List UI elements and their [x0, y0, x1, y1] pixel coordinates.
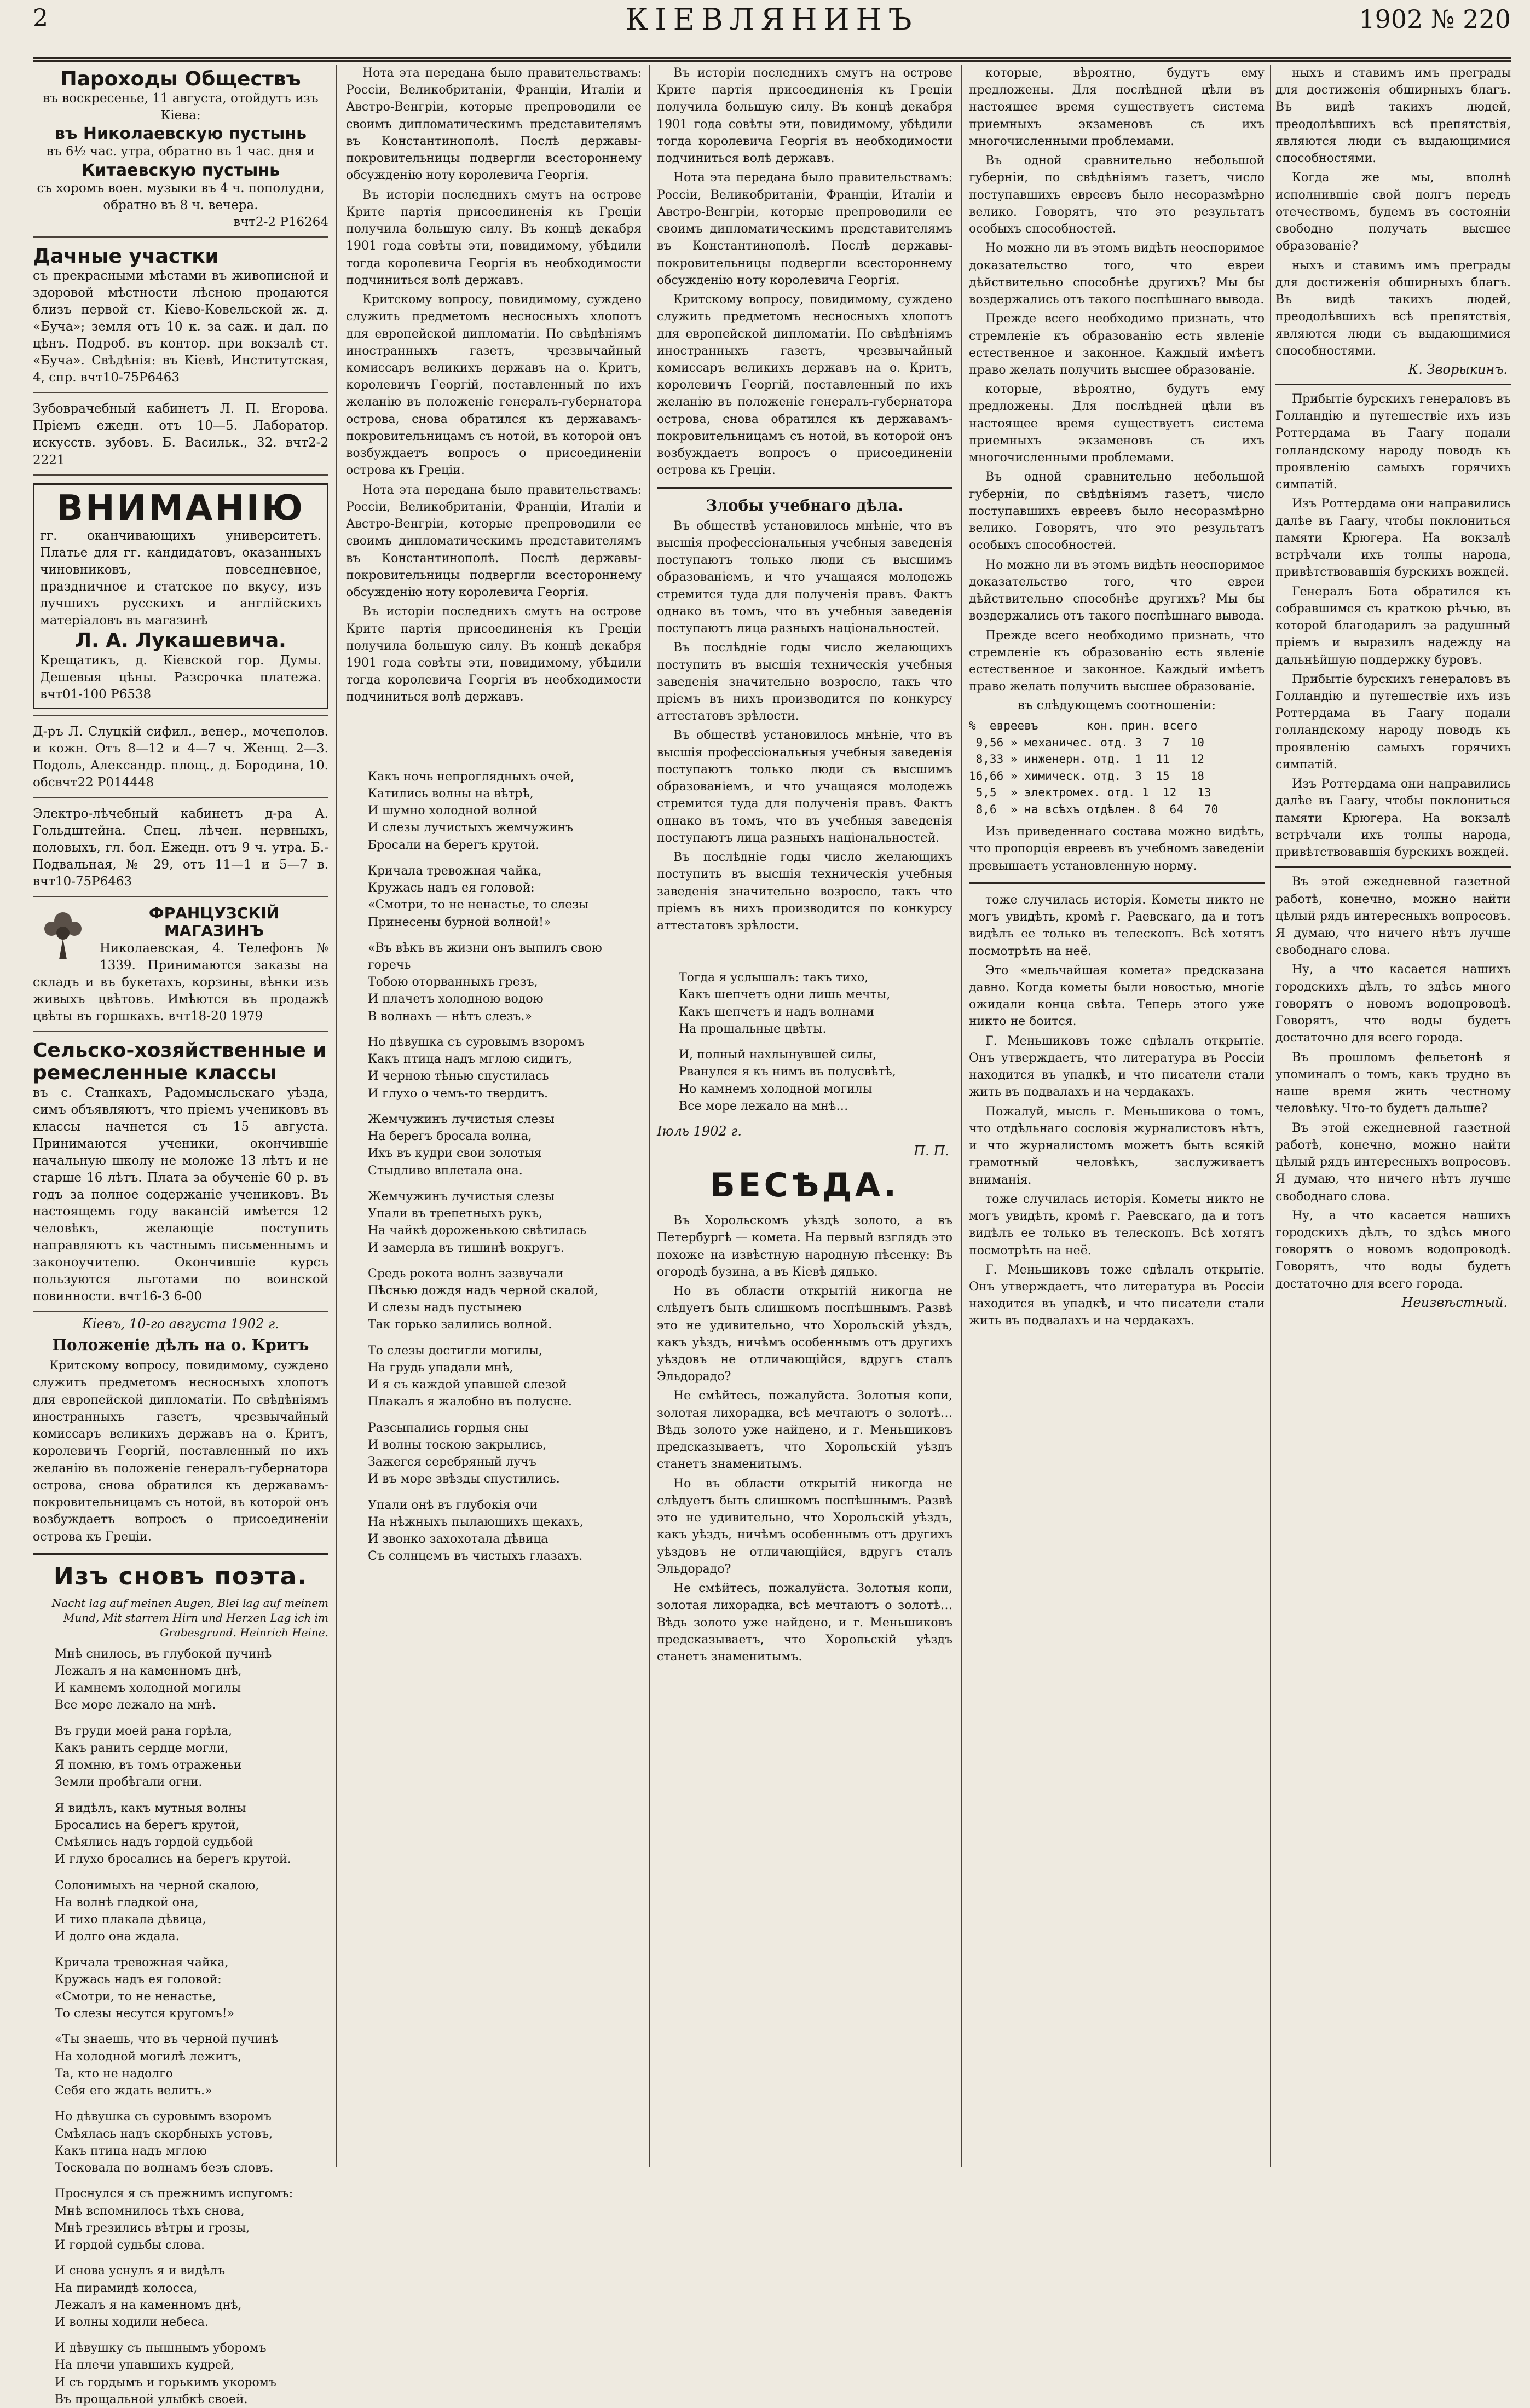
- poem-stanza: Я видѣлъ, какъ мутныя волны Бросались на берегъ крутой, Смѣялись надъ гордой судьбой И глухо бросались на берегъ крутой.: [55, 1801, 291, 1867]
- paragraph: Ну, а что касается нашихъ городскихъ дѣлъ, то здѣсь много говорятъ о новомъ водопроводѣ. Говорятъ, что воды будетъ достаточно для всего города.: [1275, 1208, 1511, 1291]
- kiev-article-title: Положеніе дѣлъ на о. Критъ: [52, 1336, 309, 1354]
- poem-stanza: Разсыпались гордыя сны И волны тоскою закрылись, Зажегся серебряный лучъ И въ море звѣзды спустились.: [368, 1421, 560, 1486]
- ad-subheading: Китаевскую пустынь: [81, 160, 280, 180]
- poem-stanza: Средь рокота волнъ зазвучали Пѣснью дождя надъ черной скалой, И слезы надъ пустынею Так горько залились волной.: [368, 1266, 598, 1332]
- paragraph: Когда же мы, вполнѣ исполнившіе свой долгъ передъ отечествомъ, будемъ въ состояніи свободно получать высшее образованіе?: [1275, 171, 1511, 253]
- paragraph: Но можно ли въ этомъ видѣть неоспоримое доказательство того, что евреи дѣйствительно способнѣе другихъ? Мы бы воздержались отъ такого поспѣшнаго вывода.: [969, 241, 1265, 307]
- ad-heading: ВНИМАНІЮ: [56, 488, 305, 529]
- ad-heading: ФРАНЦУЗСКІЙ МАГАЗИНЪ: [148, 904, 280, 940]
- ad-dachas: [33, 242, 328, 393]
- ad-text: Николаевская, 4. Телефонъ № 1339. Принимаются заказы на складъ и въ букетахъ, корзины, вѣнки изъ живыхъ цвѣтовъ. Имѣются въ продажѣ цвѣты въ горшкахъ. вчт18-20 1979: [33, 941, 328, 1023]
- paragraph: Критскому вопросу, повидимому, суждено служить предметомъ несносныхъ хлопотъ для европейской дипломатіи. По свѣдѣніямъ иностранныхъ газетъ, чрезвычайный комиссаръ великихъ державъ на о. Критъ, королевичъ Георгій, поставленный по ихъ желанію въ положеніе генералъ-губернатора острова, снова обратился къ державамъ-покровительницамъ съ нотой, въ которой онъ возбуждаетъ вопросъ о присоединеніи острова къ Греціи.: [33, 1359, 328, 1544]
- paragraph: Но въ области открытій никогда не слѣдуетъ быть слишкомъ поспѣшнымъ. Развѣ это не удивительно, что Хорольскій уѣздъ, какъ уѣздъ, ничѣмъ особеннымъ отъ другихъ уѣздовъ не отличающійся, вдругъ сталъ Эльдорадо?: [657, 1477, 952, 1576]
- paragraph: Прибытіе бурскихъ генераловъ въ Голландію и путешествіе ихъ изъ Роттердама въ Гаагу подали голландскому народу поводъ къ проявленію самыхъ горячихъ симпатій.: [1275, 672, 1511, 772]
- ad-text: въ 6½ час. утра, обратно въ 1 час. дня и: [46, 144, 315, 159]
- ad-text: въ воскресенье, 11 августа, отойдутъ изъ Кіева:: [43, 91, 319, 123]
- paragraph: Изъ приведеннаго состава можно видѣть, что пропорція евреевъ въ учебномъ заведеніи превышаетъ установленную норму.: [969, 825, 1265, 873]
- paragraph: Въ прошломъ фельетонѣ я упоминалъ о томъ, какъ трудно въ наше время жить честному человѣку. Что-то будетъ дальше?: [1275, 1050, 1511, 1116]
- paragraph: Въ Хорольскомъ уѣздѣ золото, а въ Петербургѣ — комета. На первый взглядъ это похоже на извѣстную народную пѣсенку: Въ огородѣ бузина, а въ Кіевѣ дядько.: [657, 1214, 952, 1279]
- paragraph: Это «мельчайшая комета» предсказана давно. Когда кометы были новостью, многіе ожидали конца свѣта. Теперь этого уже никто не боится.: [969, 963, 1265, 1029]
- poem-stanza: Солонимыхъ на черной скалою, На волнѣ гладкой она, И тихо плакала дѣвица, И долго она ждала.: [55, 1878, 259, 1944]
- ad-heading: Пароходы Обществъ: [60, 68, 301, 90]
- ad-code: вчт2-2 Р16264: [233, 215, 328, 229]
- paragraph: Въ послѣдніе годы число желающихъ поступить въ высшія техническія учебныя заведенія значительно возросло, такъ что пріемъ въ нихъ производится по конкурсу аттестатовъ зрѣлости.: [657, 850, 952, 933]
- ad-heading: Дачные участки: [33, 245, 219, 268]
- paragraph: Въ обществѣ установилось мнѣніе, что въ высшія профессіональныя учебныя заведенія поступаютъ только люди съ высшимъ образованіемъ, и что учащаяся молодежь стремится туда для полученія правъ. Фактъ однако въ томъ, что въ учебныя заведенія поступаютъ лица разныхъ національностей.: [657, 519, 952, 636]
- poem-heading: Изъ сновъ поэта.: [53, 1562, 308, 1590]
- school-article-title: Злобы учебнаго дѣла.: [706, 496, 904, 514]
- paragraph: Ну, а что касается нашихъ городскихъ дѣлъ, то здѣсь много говорятъ о новомъ водопроводѣ. Говорятъ, что воды будетъ достаточно для всего города.: [1275, 963, 1511, 1045]
- poem-stanza: Тогда я услышалъ: такъ тихо, Какъ шепчетъ одни лишь мечты, Какъ шепчетъ и надъ волнами На прощальные цвѣты.: [679, 971, 891, 1036]
- paragraph: Въ послѣдніе годы число желающихъ поступить въ высшія техническія учебныя заведенія значительно возросло, такъ что пріемъ въ нихъ производится по конкурсу аттестатовъ зрѣлости.: [657, 641, 952, 723]
- poem-stanza: Но дѣвушка съ суровымъ взоромъ Смѣялась надъ скорбныхъ устовъ, Какъ птица надъ мглою Тосковала по волнамъ безъ словъ.: [55, 2110, 274, 2175]
- paragraph: Прибытіе бурскихъ генераловъ въ Голландію и путешествіе ихъ изъ Роттердама въ Гаагу подали голландскому народу поводъ къ проявленію самыхъ горячихъ симпатій.: [1275, 392, 1511, 492]
- poem-epigraph: Nacht lag auf meinen Augen, Blei lag auf meinem Mund, Mit starrem Hirn und Herzen Lag ich im Grabesgrund. Heinrich Heine.: [51, 1596, 328, 1639]
- ad-text: съ хоромъ воен. музыки въ 4 ч. пополудни, обратно въ 8 ч. вечера.: [37, 181, 325, 212]
- poem-stanza: И дѣвушку съ пышнымъ уборомъ На плечи упавшихъ кудрей, И съ гордымъ и горькимъ укоромъ Въ прощальной улыбкѣ своей.: [55, 2341, 276, 2406]
- paragraph: Въ обществѣ установилось мнѣніе, что въ высшія профессіональныя учебныя заведенія поступаютъ только люди съ высшимъ образованіемъ, и что учащаяся молодежь стремится туда для полученія правъ. Фактъ однако въ томъ, что въ учебныя заведенія поступаютъ лица разныхъ національностей.: [657, 728, 952, 845]
- paragraph: Но можно ли въ этомъ видѣть неоспоримое доказательство того, что евреи дѣйствительно способнѣе другихъ? Мы бы воздержались отъ такого поспѣшнаго вывода.: [969, 558, 1265, 623]
- author-signature: К. Зворыкинъ.: [1408, 361, 1508, 377]
- ad-doctor: [33, 720, 328, 798]
- poem-stanza: Кричала тревожная чайка, Кружась надъ ея головой: «Смотри, то не ненастье, то слезы Принесены бурной волной!»: [368, 864, 588, 929]
- poem-stanza: «Въ вѣкъ въ жизни онъ выпилъ свою горечь Тобою оторванныхъ грезъ, И плачетъ холодною водою В волнахъ — нѣтъ слезъ.»: [368, 941, 602, 1023]
- paragraph: Не смѣйтесь, пожалуйста. Золотыя копи, золотая лихорадка, всѣ мечтаютъ о золотѣ… Вѣдь золото уже найдено, и г. Меньшиковъ предсказываетъ, что Хорольскій уѣздъ станетъ знаменитымъ.: [657, 1582, 952, 1664]
- paragraph: Въ исторіи последнихъ смутъ на острове Крите партія присоединенія къ Греціи получила большую силу. Въ концѣ декабря 1901 года совѣты эти, повидимому, убѣдили тогда королевича Георгія въ необходимости подчиниться волѣ державъ.: [346, 188, 642, 287]
- column-divider: [1270, 65, 1271, 2167]
- paragraph: которые, вѣроятно, будутъ ему предложены. Для послѣдней цѣли въ настоящее время существуетъ система приемныхъ экзаменовъ съ ихъ многочисленными проблемами.: [969, 383, 1265, 465]
- paragraph: Критскому вопросу, повидимому, суждено служить предметомъ несносныхъ хлопотъ для европейской дипломатіи. По свѣдѣніямъ иностранныхъ газетъ, чрезвычайный комиссаръ великихъ державъ на о. Критъ, королевичъ Георгій, поставленный по ихъ желанію въ положеніе генералъ-губернатора острова, снова обратился къ державамъ-покровительницамъ съ нотой, въ которой онъ возбуждаетъ вопросъ о присоединеніи острова къ Греціи.: [657, 293, 952, 478]
- paragraph: ныхъ и ставимъ имъ преграды для достиженія обширныхъ благъ. Въ видѣ такихъ людей, преодолѣвшихъ всѣ препятствія, являются люди съ выдающимися способностями.: [1275, 258, 1511, 358]
- poem-stanza: Упали онѣ въ глубокія очи На нѣжныхъ пылающихъ щекахъ, И звонко захохотала дѣвица Съ солнцемъ въ чистыхъ глазахъ.: [368, 1498, 584, 1564]
- paragraph: Генералъ Бота обратился къ собравшимся съ краткою рѣчью, въ которой благодарилъ за радушный пріемъ и выразилъ надежду на дальнѣйшую поддержку буровъ.: [1275, 584, 1511, 667]
- paragraph: Критскому вопросу, повидимому, суждено служить предметомъ несносныхъ хлопотъ для европейской дипломатіи. По свѣдѣніямъ иностранныхъ газетъ, чрезвычайный комиссаръ великихъ державъ на о. Критъ, королевичъ Георгій, поставленный по ихъ желанію въ положеніе генералъ-губернатора острова, снова обратился къ державамъ-покровительницамъ съ нотой, въ которой онъ возбуждаетъ вопросъ о присоединеніи острова къ Греціи.: [346, 293, 642, 478]
- poem-stanza: Жемчужинъ лучистыя слезы Упали въ трепетныхъ рукъ, На чайкѣ дороженькою свѣтилась И замерла въ тишинѣ вокругъ.: [368, 1189, 586, 1255]
- paragraph: Нота эта передана было правительствамъ: Россіи, Великобританіи, Франціи, Италіи и Австро-Венгріи, которые препроводили ее своимъ дипломатическимъ представителямъ въ Константинополѣ. Послѣ державы-покровительницы подвергли всестороннему обсужденію ноту королевича Георгія.: [346, 66, 642, 183]
- issue-number: 1902 № 220: [1359, 4, 1511, 34]
- paragraph: Нота эта передана было правительствамъ: Россіи, Великобританіи, Франціи, Италіи и Австро-Венгріи, которые препроводили ее своимъ дипломатическимъ представителямъ въ Константинополѣ. Послѣ державы-покровительницы подвергли всестороннему обсужденію ноту королевича Георгія.: [657, 171, 952, 287]
- statistics-table: % евреевъ кон. прин. всего 9,56 » механичес. отд. 3 7 10 8,33 » инженерн. отд. 1 11 12 16,66 » химическ. отд. 3 15 18 5,5 » электромех. отд. 1 12 13 8,6 » на всѣхъ отдѣлен. 8 64 70: [969, 719, 1219, 816]
- paragraph: Изъ Роттердама они направились далѣе въ Гаагу, чтобы поклониться памяти Крюгера. На вокзалѣ встрѣчали ихъ толпы народа, привѣтствовавшія бурскихъ вождей.: [1275, 497, 1511, 580]
- paragraph: Въ этой ежедневной газетной работѣ, конечно, можно найти цѣлый рядъ интересныхъ вопросовъ. Я думаю, что ничего нѣтъ лучше свободнаго слова.: [1275, 875, 1511, 958]
- column-divider: [336, 65, 337, 2167]
- poem-stanza: Но дѣвушка съ суровымъ взоромъ Какъ птица надъ мглою сидитъ, И черною тѣнью спустилась И глухо о чемъ-то твердитъ.: [368, 1035, 585, 1101]
- poem-stanza: «Ты знаешь, что въ черной пучинѣ На холодной могилѣ лежитъ, Та, кто не надолго Себя его ждать велитъ.»: [55, 2033, 279, 2098]
- poem-signature: П. П.: [914, 1143, 949, 1159]
- paragraph: Въ одной сравнительно небольшой губерніи, по свѣдѣніямъ газетъ, число поступавшихъ евреевъ было несоразмѣрно велико. Говорятъ, что это результатъ особыхъ способностей.: [969, 470, 1265, 553]
- ad-text: съ прекрасными мѣстами въ живописной и здоровой мѣстности лѣсною продаются близъ первой ст. Кіево-Ковельской ж. д. «Буча»; земля отъ 10 к. за саж. и дал. по цѣнъ. Подроб. въ контор. при вокзалѣ ст. «Буча». Свѣдѣнія: въ Кіевѣ, Институтская, 4, спр. вчт10-75Р6463: [33, 269, 328, 385]
- paragraph: Не смѣйтесь, пожалуйста. Золотыя копи, золотая лихорадка, всѣ мечтаютъ о золотѣ… Вѣдь золото уже найдено, и г. Меньшиковъ предсказываетъ, что Хорольскій уѣздъ станетъ знаменитымъ.: [657, 1389, 952, 1472]
- section-divider: [33, 1553, 328, 1555]
- column-divider: [961, 65, 962, 2167]
- column-3: [657, 65, 952, 2167]
- ad-text: въ с. Станкахъ, Радомысльскаго уѣзда, симъ объявляютъ, что пріемъ учениковъ въ классы начнется съ 15 августа. Принимаются ученики, окончившіе начальную школу не моложе 13 лѣтъ и не старше 16 лѣтъ. Плата за обученіе 60 р. въ годъ за полное содержаніе учениковъ. Въ настоящемъ году вакансій имѣется 12 человѣкъ, желающіе поступить направляютъ къ частнымъ письменнымъ и законоучителю. Окончившіе курсъ пользуются льготами по воинской повинности. вчт16-3 6-00: [33, 1085, 328, 1304]
- masthead: [33, 0, 1511, 66]
- poem-stanza: Въ груди моей рана горѣла, Какъ ранить сердце могли, Я помню, въ томъ отраженьи Земли пробѣгали огни.: [55, 1724, 242, 1790]
- ad-french-shop: [33, 901, 328, 1032]
- table-caption: въ слѣдующемъ соотношеніи:: [1017, 698, 1216, 713]
- poem-stanza: И снова уснулъ я и видѣлъ На пирамидѣ колосса, Лежалъ я на каменномъ днѣ, И волны ходили небеса.: [55, 2264, 242, 2329]
- paragraph: Нота эта передана было правительствамъ: Россіи, Великобританіи, Франціи, Италіи и Австро-Венгріи, которые препроводили ее своимъ дипломатическимъ представителямъ въ Константинополѣ. Послѣ державы-покровительницы подвергли всестороннему обсужденію ноту королевича Георгія.: [346, 483, 642, 600]
- paragraph: тоже случилась исторія. Кометы никто не могъ увидѣть, кромѣ г. Раевскаго, да и тотъ видѣлъ ее только въ телескопъ. Всѣ хотятъ посмотрѣть на неё.: [969, 1192, 1265, 1258]
- ad-text: гг. оканчивающихъ университетъ. Платье для гг. кандидатовъ, оказанныхъ чиновниковъ, повседневное, праздничное и статское по вкусу, изъ лучшихъ русскихъ и англійскихъ матеріаловъ въ магазинѣ: [40, 528, 321, 628]
- paragraph: ныхъ и ставимъ имъ преграды для достиженія обширныхъ благъ. Въ видѣ такихъ людей, преодолѣвшихъ всѣ препятствія, являются люди съ выдающимися способностями.: [1275, 66, 1511, 166]
- ad-dentist: [33, 397, 328, 475]
- ad-subheading: въ Николаевскую пустынь: [54, 124, 307, 144]
- poem-stanza: И, полный нахлынувшей силы, Рванулся я къ нимъ въ полусвѣтѣ, Но камнемъ холодной могилы Все море лежало на мнѣ…: [679, 1048, 896, 1113]
- author-signature: Неизвѣстный.: [1401, 1294, 1508, 1310]
- ad-text: Электро-лѣчебный кабинетъ д-ра А. Гольдштейна. Спец. лѣчен. нервныхъ, половыхъ, гл. бол. Ежедн. отъ 9 ч. утра. Б.-Подвальная, № 29, отъ 11—1 и 5—7 в. вчт10-75Р6463: [33, 806, 328, 889]
- ad-electro: [33, 802, 328, 897]
- ad-text: Зубоврачебный кабинетъ Л. П. Егорова. Пріемъ ежедн. отъ 10—5. Лаборатор. искусств. зубовъ. Б. Васильк., 32. вчт2-2 2221: [33, 402, 328, 467]
- kiev-dateline: Кіевъ, 10-го августа 1902 г.: [82, 1316, 279, 1332]
- paragraph: тоже случилась исторія. Кометы никто не могъ увидѣть, кромѣ г. Раевскаго, да и тотъ видѣлъ ее только въ телескопъ. Всѣ хотятъ посмотрѣть на неё.: [969, 893, 1265, 958]
- section-divider: [1275, 866, 1511, 868]
- newspaper-title: КІЕВЛЯНИНЪ: [625, 2, 919, 37]
- masthead-rule-thin: [33, 60, 1511, 62]
- beseda-heading: БЕСѢДА.: [710, 1166, 899, 1205]
- page-number: 2: [33, 4, 48, 32]
- paragraph: Прежде всего необходимо признать, что стремленіе къ образованію есть явленіе естественное и законное. Каждый имѣетъ право желать получить высшее образованіе.: [969, 628, 1265, 694]
- column-5: [1275, 65, 1511, 2167]
- masthead-rule: [33, 57, 1511, 59]
- column-4: [969, 65, 1265, 2167]
- section-divider: [657, 487, 952, 489]
- flower-bouquet-icon: [33, 905, 93, 965]
- paragraph: Прежде всего необходимо признать, что стремленіе къ образованію есть явленіе естественное и законное. Каждый имѣетъ право желать получить высшее образованіе.: [969, 312, 1265, 377]
- column-divider: [649, 65, 650, 2167]
- ad-merchant-name: Л. А. Лукашевича.: [75, 629, 286, 652]
- poem-date: Іюль 1902 г.: [657, 1124, 742, 1139]
- section-divider: [1275, 384, 1511, 385]
- paragraph: Пожалуй, мысль г. Меньшикова о томъ, что отдѣльнаго сословія журналистовъ нѣтъ, и что журналистомъ можетъ быть всякій грамотный человѣкъ, заслуживаетъ вниманія.: [969, 1104, 1265, 1187]
- ad-heading: Сельско-хозяйственные и ремесленные классы: [33, 1039, 327, 1085]
- paragraph: Но въ области открытій никогда не слѣдуетъ быть слишкомъ поспѣшнымъ. Развѣ это не удивительно, что Хорольскій уѣздъ, какъ уѣздъ, ничѣмъ особеннымъ отъ другихъ уѣздовъ не отличающійся, вдругъ сталъ Эльдорадо?: [657, 1284, 952, 1384]
- ad-agri-classes: [33, 1036, 328, 1312]
- poem-stanza: Жемчужинъ лучистыя слезы На берегъ бросала волна, Ихъ въ кудри свои золотыя Стыдливо вплетала она.: [368, 1112, 555, 1178]
- paragraph: Изъ Роттердама они направились далѣе въ Гаагу, чтобы поклониться памяти Крюгера. На вокзалѣ встрѣчали ихъ толпы народа, привѣтствовавшія бурскихъ вождей.: [1275, 777, 1511, 860]
- poem-stanza: Проснулся я съ прежнимъ испугомъ: Мнѣ вспомнилось тѣхъ снова, Мнѣ грезились вѣтры и грозы, И гордой судьбы слова.: [55, 2187, 293, 2253]
- ad-steamers: [33, 65, 328, 238]
- column-2: [346, 65, 642, 2167]
- column-1: [33, 65, 328, 2406]
- poem-stanza: Кричала тревожная чайка, Кружась надъ ея головой: «Смотри, то не ненастье, То слезы несутся кругомъ!»: [55, 1955, 235, 2021]
- ad-attention: [33, 480, 328, 716]
- paragraph: Г. Меньшиковъ тоже сдѣлалъ открытіе. Онъ утверждаетъ, что литература въ Россіи находится въ упадкѣ, и что писатели стали жить въ подвалахъ и на чердакахъ.: [969, 1263, 1265, 1328]
- ad-text: Д-ръ Л. Слуцкій сифил., венер., мочеполов. и кожн. Отъ 8—12 и 4—7 ч. Женщ. 2—3. Подоль, Александр. площ., д. Бородина, 10. обсвчт22 Р014448: [33, 724, 328, 790]
- paragraph: Въ этой ежедневной газетной работѣ, конечно, можно найти цѣлый рядъ интересныхъ вопросовъ. Я думаю, что ничего нѣтъ лучше свободнаго слова.: [1275, 1121, 1511, 1203]
- section-divider: [969, 882, 1265, 884]
- poem-stanza: Какъ ночь непроглядныхъ очей, Катились волны на вѣтрѣ, И шумно холодной волной И слезы лучистыхъ жемчужинъ Бросали на берегъ крутой.: [368, 769, 574, 852]
- paragraph: Г. Меньшиковъ тоже сдѣлалъ открытіе. Онъ утверждаетъ, что литература въ Россіи находится въ упадкѣ, и что писатели стали жить въ подвалахъ и на чердакахъ.: [969, 1034, 1265, 1099]
- paragraph: Въ одной сравнительно небольшой губерніи, по свѣдѣніямъ газетъ, число поступавшихъ евреевъ было несоразмѣрно велико. Говорятъ, что это результатъ особыхъ способностей.: [969, 154, 1265, 236]
- poem-stanza: То слезы достигли могилы, На грудь упадали мнѣ, И я съ каждой упавшей слезой Плакалъ я жалобно въ полусне.: [368, 1344, 572, 1409]
- poem-stanza: Мнѣ снилось, въ глубокой пучинѣ Лежалъ я на каменномъ днѣ, И камнемъ холодной могилы Все море лежало на мнѣ.: [55, 1647, 272, 1712]
- paragraph: Въ исторіи последнихъ смутъ на острове Крите партія присоединенія къ Греціи получила большую силу. Въ концѣ декабря 1901 года совѣты эти, повидимому, убѣдили тогда королевича Георгія въ необходимости подчиниться волѣ державъ.: [657, 66, 952, 166]
- paragraph: Въ исторіи последнихъ смутъ на острове Крите партія присоединенія къ Греціи получила большую силу. Въ концѣ декабря 1901 года совѣты эти, повидимому, убѣдили тогда королевича Георгія въ необходимости подчиниться волѣ державъ.: [346, 605, 642, 704]
- ad-text: Крещатикъ, д. Кіевской гор. Думы. Дешевыя цѣны. Разсрочка платежа. вчт01-100 Р6538: [40, 653, 321, 702]
- paragraph: которые, вѣроятно, будутъ ему предложены. Для послѣдней цѣли въ настоящее время существуетъ система приемныхъ экзаменовъ съ ихъ многочисленными проблемами.: [969, 66, 1265, 148]
